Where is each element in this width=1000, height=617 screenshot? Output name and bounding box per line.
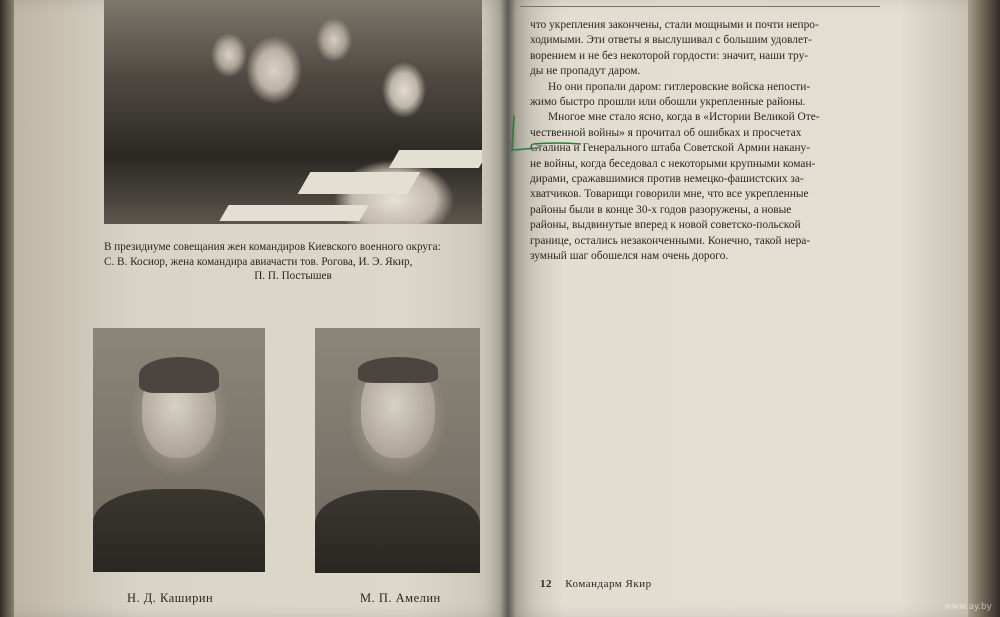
text-line: зумный шаг обошелся нам очень дорого.	[530, 250, 729, 263]
text-line: дирами, сражавшимися против немецко-фашистских за-	[530, 173, 804, 186]
text-line: чественной войны» я прочитал об ошибках и просчетах	[530, 126, 802, 139]
photo-paper	[389, 150, 482, 168]
right-page-edge	[968, 0, 1000, 617]
uniform	[315, 490, 480, 573]
text-line: ходимыми. Эти ответы я выслушивал с большим удовлет-	[530, 34, 812, 47]
text-line: Но они пропали даром: гитлеровские войска непости-	[548, 80, 811, 93]
pen-underline-mark	[532, 141, 582, 147]
watermark: www.ay.by	[944, 602, 992, 612]
caption-line: В президиуме совещания жен командиров Киевского военного округа:	[104, 241, 441, 253]
text-line: хватчиков. Товарищи говорили мне, что все укрепленные	[530, 188, 809, 201]
pen-bracket-mark	[508, 114, 548, 156]
page-number: 12	[540, 578, 552, 590]
hair	[139, 357, 219, 393]
hair	[358, 357, 438, 383]
right-page-text	[530, 18, 880, 265]
text-line: Многое мне стало ясно, когда в «Истории Великой Оте-	[548, 111, 820, 124]
caption-line: П. П. Постышев	[254, 270, 332, 283]
left-page-edge	[0, 0, 14, 617]
portrait-left-name: Н. Д. Каширин	[127, 591, 214, 605]
portrait-right-name: М. П. Амелин	[360, 591, 441, 605]
portrait-kashirin	[93, 328, 265, 572]
uniform	[93, 489, 265, 572]
page-footer	[540, 578, 652, 590]
book-gutter	[500, 0, 516, 617]
text-line: что укрепления закончены, стали мощными и почти непро-	[530, 19, 819, 31]
text-line: Сталина и Генерального штаба Советской Армии накану-	[530, 142, 811, 155]
portrait-amelin	[315, 328, 480, 573]
text-line: районы были в конце 30-х годов разоружены, а новые	[530, 203, 792, 216]
photo-paper	[298, 172, 421, 194]
photo-paper	[219, 205, 368, 221]
text-line: не войны, когда беседовал с некоторыми крупными коман-	[530, 157, 816, 170]
text-line: ворением и не без некоторой гордости: значит, наши тру-	[530, 49, 809, 62]
text-line: границе, остались незаконченными. Конечно, такой нера-	[530, 234, 811, 247]
group-photo	[104, 0, 482, 224]
caption-line: С. В. Косиор, жена командира авиачасти тов. Рогова, И. Э. Якир,	[104, 255, 413, 268]
text-line: жимо быстро прошли или обошли укрепленные районы.	[530, 96, 806, 109]
top-rule	[520, 0, 880, 7]
text-line: районы, выдвинутые вперед к новой советско-польской	[530, 219, 801, 232]
text-line: ды не пропадут даром.	[530, 65, 641, 78]
running-title: Командарм Якир	[565, 578, 652, 590]
group-photo-caption	[104, 240, 482, 284]
